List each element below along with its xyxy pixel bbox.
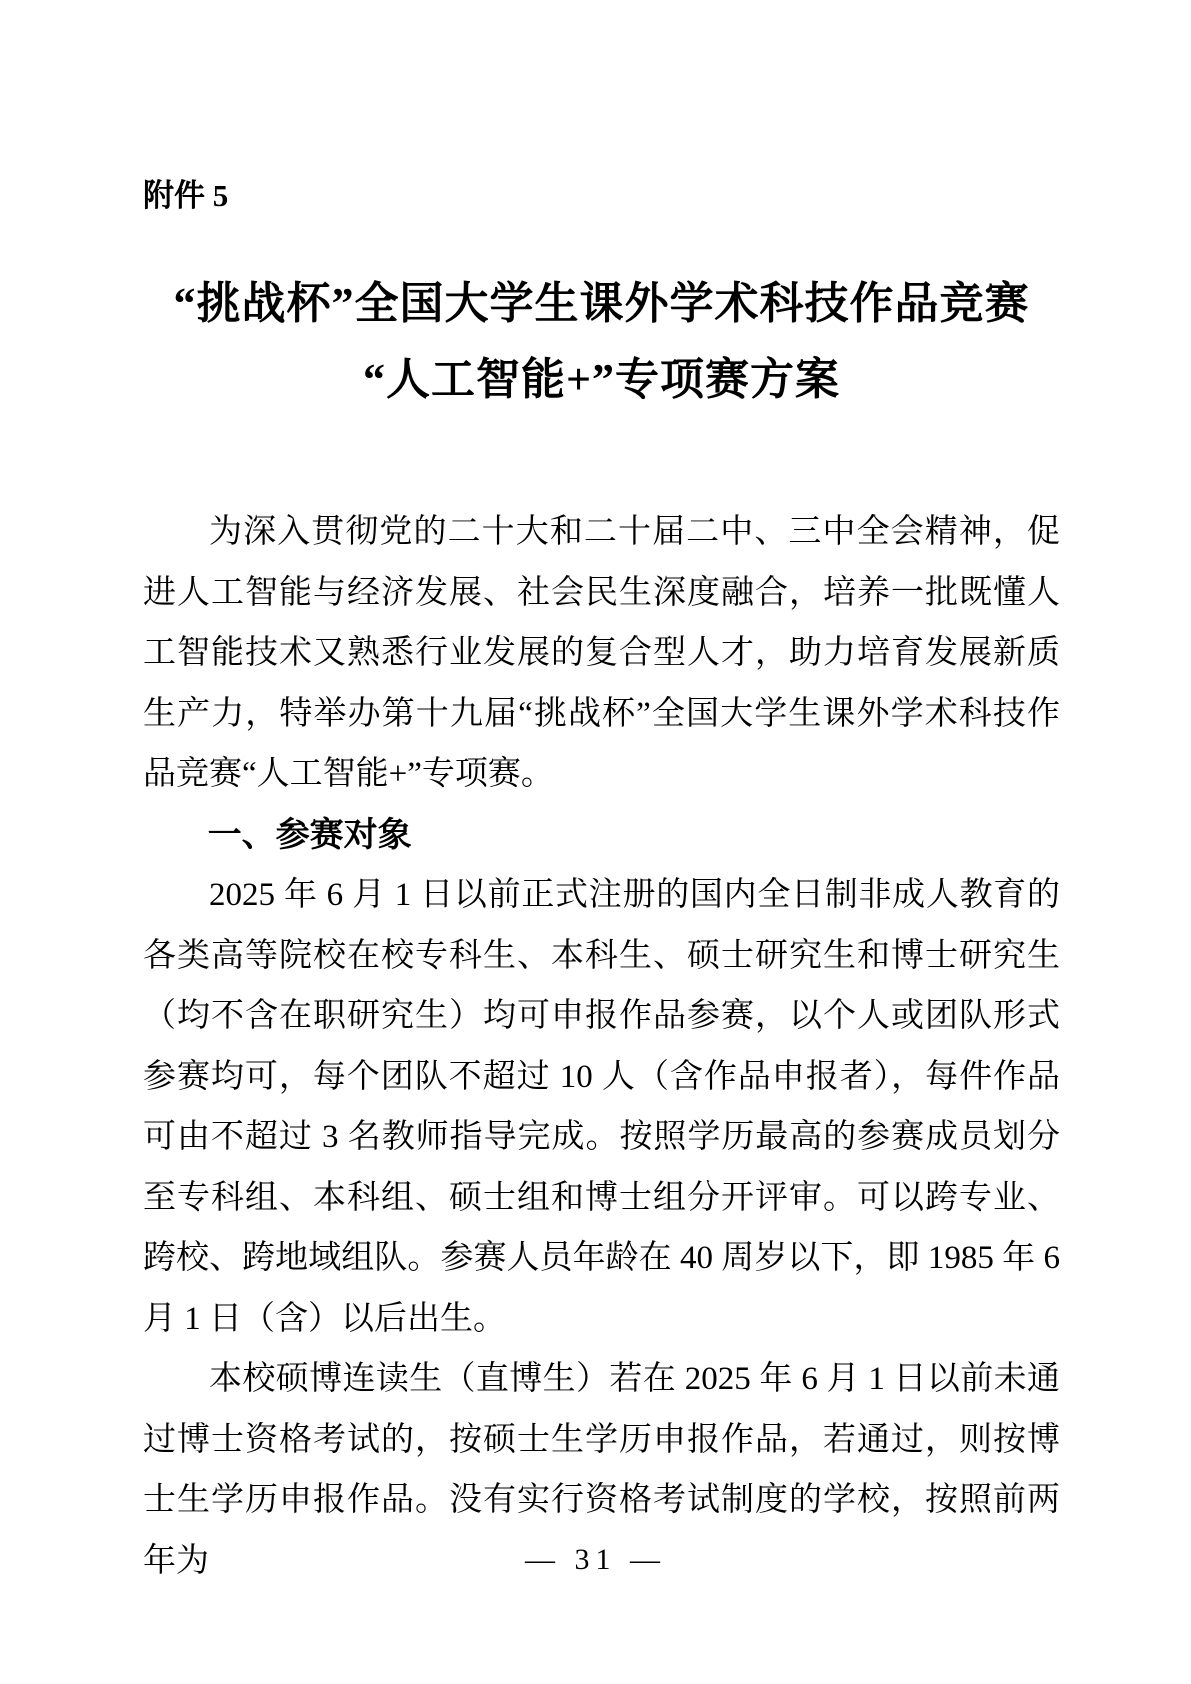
attachment-label: 附件 5 xyxy=(143,178,229,213)
intro-paragraph: 为深入贯彻党的二十大和二十届二中、三中全会精神，促进人工智能与经济发展、社会民生深度融合，培养一批既懂人工智能技术又熟悉行业发展的复合型人才，助力培育发展新质生产力，特举办第十九届“挑战杯”全国大学生课外学术科技作品竞赛“人工智能+”专项赛。 xyxy=(143,514,1060,792)
section-heading-participants: 一、参赛对象 xyxy=(207,815,412,854)
page-number: — 31 — xyxy=(525,1543,666,1576)
title-line-1: “挑战杯”全国大学生课外学术科技作品竞赛 xyxy=(173,279,1030,328)
document-title xyxy=(143,266,1060,418)
title-line-2: “人工智能+”专项赛方案 xyxy=(362,355,841,404)
section1-paragraph-md-phd: 本校硕博连读生（直博生）若在 2025 年 6 月 1 日以前未通过博士资格考试的，按硕士生学历申报作品，若通过，则按博士生学历申报作品。没有实行资格考试制度的学校，按照前两年为 xyxy=(143,1361,1060,1579)
section1-paragraph-eligibility: 2025 年 6 月 1 日以前正式注册的国内全日制非成人教育的各类高等院校在校专科生、本科生、硕士研究生和博士研究生（均不含在职研究生）均可申报作品参赛，以个人或团队形式参赛均可，每个团队不超过 10 人（含作品申报者），每件作品可由不超过 3 名教师指导完成。按照学历最高的参赛成员划分至专科组、本科组、硕士组和博士组分开评审。可以跨专业、跨校、跨地域组队。参赛人员年龄在 40 周岁以下，即 1985 年 6 月 1 日（含）以后出生。 xyxy=(143,877,1060,1337)
